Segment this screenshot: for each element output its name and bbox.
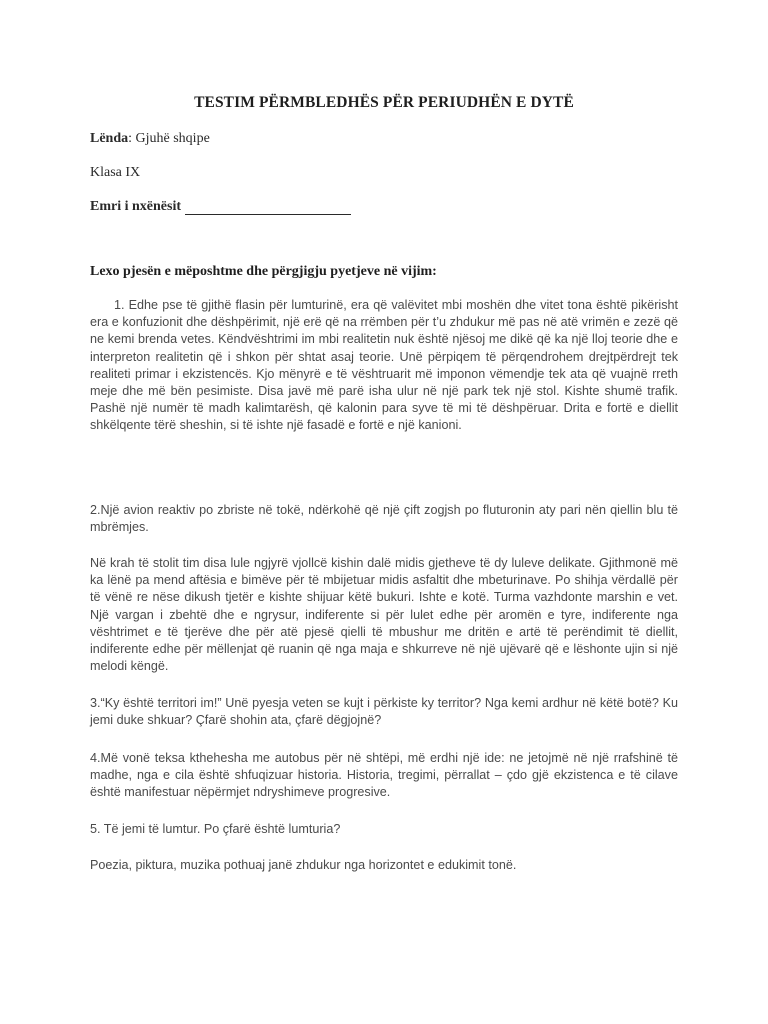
student-name-blank: [185, 200, 351, 215]
paragraph-3: Në krah të stolit tim disa lule ngjyrë vjollcë kishin dalë midis gjetheve të dy luleve delikate. Gjithmonë më ka lënë pa mend aftësia e bimëve për të mbijetuar midis asfaltit dhe mbeturinave. Po shihja vërdallë për të vënë re nëse dikush tjetër e kishte shijuar këtë bukuri. Ishte e kotë. Turma vazhdonte marshin e vet. Një vargan i zbehtë dhe e ngrysur, indiferente si për lulet edhe për aromën e tyre, indiferente nga vështrimet e të tjerëve dhe për atë pjesë qielli të mbushur me dritën e artë të perëndimit të diellit, indiferente edhe për mëllenjat që ruanin që nga maja e shkurreve në një ujëvarë që e lëshonte ujin si një melodi këngë.: [90, 556, 678, 674]
paragraph-2: 2.Një avion reaktiv po zbriste në tokë, ndërkohë që një çift zogjsh po fluturonin aty pari nën qiellin blu të mbrëmjes.: [90, 503, 678, 535]
paragraph-5: 4.Më vonë teksa kthehesha me autobus për në shtëpi, më erdhi një ide: ne jetojmë në një rrafshinë të madhe, nga e cila është shfuqizuar historia. Historia, tregimi, përrallat – çdo gjë ekzistenca e të cilave është manifestuar nëpërmjet ndryshimeve progresive.: [90, 751, 678, 800]
paragraph-4: 3.“Ky është territori im!” Unë pyesja veten se kujt i përkiste ky territor? Nga kemi ardhur në këtë botë? Ku jemi duke shkuar? Çfarë shohin ata, çfarë dëgjojnë?: [90, 696, 678, 728]
student-name-label: Emri i nxënësit: [90, 199, 181, 214]
student-name-line: [90, 199, 351, 215]
reading-instruction: Lexo pjesën e mëposhtme dhe përgjigju pyetjeve në vijim:: [90, 264, 437, 279]
subject-line: [90, 131, 210, 147]
paragraph-1: 1. Edhe pse të gjithë flasin për lumturinë, era që valëvitet mbi moshën dhe vitet tona është pikërisht era e konfuzionit dhe dëshpërimit, një erë që na rrëmben për t’u zhdukur më pas në atë vrimën e zezë që ne kemi brenda vetes. Këndvështrimi im mbi realitetin nuk është njësoj me dikë që ka një lloj teorie dhe e interpreton realitetin që i shkon për shtat asaj teorie. Unë përpiqem të përqendrohem drejtpërdrejt tek realiteti primar i ekzistencës. Kjo mënyrë e të vështruarit më imponon vëmendje tek ata që vuajnë rreth meje dhe më bën pesimiste. Disa javë më parë isha ulur në një park tek një stol. Kishte shumë trafik. Pashë një numër të madh kalimtarësh, që kalonin para syve të mi të dëshpëruar. Drita e fortë e diellit shkëlqente tërë sheshin, si të ishte një fasadë e fortë e një kanioni.: [90, 298, 678, 433]
subject-label: Lënda: [90, 131, 129, 146]
subject-value: : Gjuhë shqipe: [128, 131, 210, 146]
paragraph-7: Poezia, piktura, muzika pothuaj janë zhdukur nga horizontet e edukimit tonë.: [90, 858, 517, 872]
document-title: TESTIM PËRMBLEDHËS PËR PERIUDHËN E DYTË: [194, 94, 574, 111]
class-line: Klasa IX: [90, 165, 141, 180]
paragraph-6: 5. Të jemi të lumtur. Po çfarë është lumturia?: [90, 822, 341, 836]
